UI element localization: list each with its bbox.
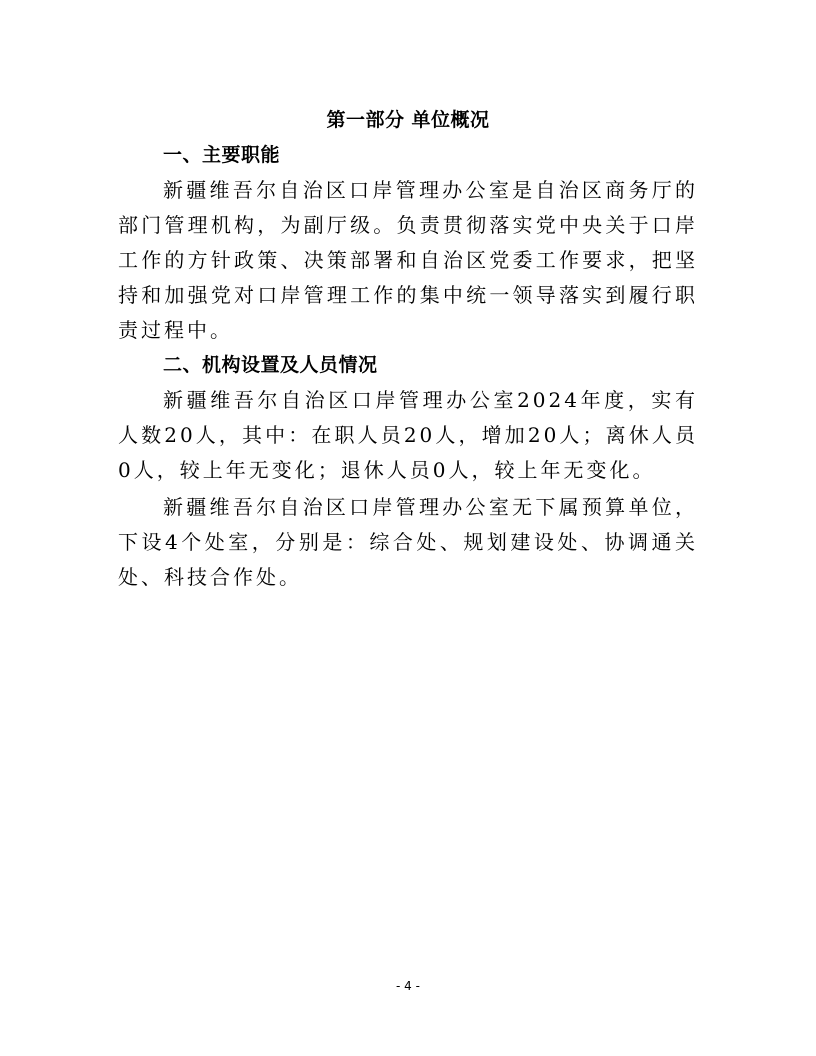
paragraph-departments: 新疆维吾尔自治区口岸管理办公室无下属预算单位，下设4个处室，分别是：综合处、规划建设处、协调通关处、科技合作处。 [118,495,698,589]
document-body [118,103,698,595]
page-title: 第一部分 单位概况 [326,109,490,131]
paragraph-staffing: 新疆维吾尔自治区口岸管理办公室2024年度，实有人数20人，其中：在职人员20人，增加20人；离休人员0人，较上年无变化；退休人员0人，较上年无变化。 [118,388,698,482]
section-heading-organization: 二、机构设置及人员情况 [163,354,378,376]
section-heading-main-functions: 一、主要职能 [163,144,281,166]
page-number: - 4 - [396,979,420,993]
paragraph-main-functions: 新疆维吾尔自治区口岸管理办公室是自治区商务厅的部门管理机构，为副厅级。负责贯彻落实党中央关于口岸工作的方针政策、决策部署和自治区党委工作要求，把坚持和加强党对口岸管理工作的集中统一领导落实到履行职责过程中。 [118,178,698,342]
